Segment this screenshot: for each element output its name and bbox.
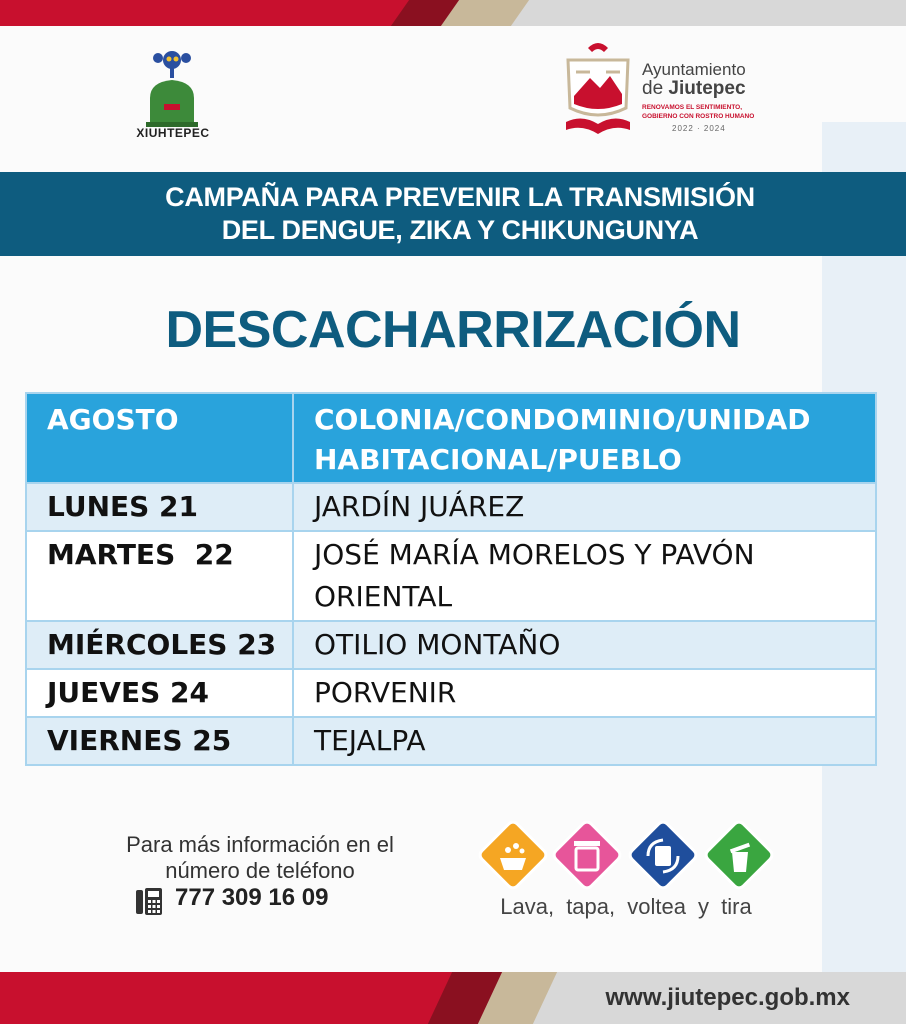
- tira-icon: [702, 818, 776, 892]
- tapa-icon: [550, 818, 624, 892]
- phone-number: 777 309 16 09: [175, 884, 329, 911]
- jiutepec-slogan-line2: GOBIERNO CON ROSTRO HUMANO: [642, 113, 755, 120]
- xiuhtepec-logo: [128, 46, 218, 146]
- table-row: [26, 483, 876, 531]
- jiutepec-emblem-icon: [560, 38, 636, 138]
- row-day: MARTES 22: [26, 531, 293, 621]
- table-header-row: [26, 393, 876, 483]
- row-place: PORVENIR: [293, 669, 876, 717]
- lava-icon: [476, 818, 550, 892]
- banner-line-2: DEL DENGUE, ZIKA Y CHIKUNGUNYA: [221, 215, 699, 245]
- schedule-table: [25, 392, 877, 766]
- bottom-decorative-bar: [0, 972, 906, 1024]
- row-place: JOSÉ MARÍA MORELOS Y PAVÓN ORIENTAL: [293, 531, 876, 621]
- jiutepec-years: 2022 · 2024: [672, 124, 726, 133]
- contact-line-2: número de teléfono: [165, 858, 355, 883]
- jiutepec-logo: [560, 38, 780, 143]
- table-row: [26, 621, 876, 669]
- website-link[interactable]: www.jiutepec.gob.mx: [605, 984, 850, 1011]
- voltea-icon: [626, 818, 700, 892]
- header-place: COLONIA/CONDOMINIO/UNIDAD HABITACIONAL/PUEBLO: [293, 393, 876, 483]
- jiutepec-name-line2: de Jiutepec: [642, 78, 746, 99]
- tips-caption: Lava, tapa, voltea y tira: [500, 894, 752, 919]
- row-place: JARDÍN JUÁREZ: [293, 483, 876, 531]
- top-decorative-bar: [0, 0, 906, 26]
- row-place: TEJALPA: [293, 717, 876, 765]
- table-row: [26, 531, 876, 621]
- contact-line-1: Para más información en el: [126, 832, 394, 857]
- table-row: [26, 669, 876, 717]
- row-day: MIÉRCOLES 23: [26, 621, 293, 669]
- contact-info: [90, 832, 430, 884]
- row-place: OTILIO MONTAÑO: [293, 621, 876, 669]
- tips-block: [476, 818, 786, 928]
- banner-line-1: CAMPAÑA PARA PREVENIR LA TRANSMISIÓN: [165, 182, 755, 212]
- header-month: AGOSTO: [26, 393, 293, 483]
- row-day: VIERNES 25: [26, 717, 293, 765]
- phone-icon: [135, 886, 163, 916]
- row-day: LUNES 21: [26, 483, 293, 531]
- page-title: DESCACHARRIZACIÓN: [165, 301, 741, 359]
- campaign-banner: [0, 172, 906, 256]
- jiutepec-slogan-line1: RENOVAMOS EL SENTIMIENTO,: [642, 104, 743, 111]
- table-row: [26, 717, 876, 765]
- row-day: JUEVES 24: [26, 669, 293, 717]
- xiuhtepec-emblem-icon: [128, 46, 218, 128]
- jiutepec-name-line1: Ayuntamiento: [642, 60, 746, 79]
- xiuhtepec-label: XIUHTEPEC: [136, 126, 210, 140]
